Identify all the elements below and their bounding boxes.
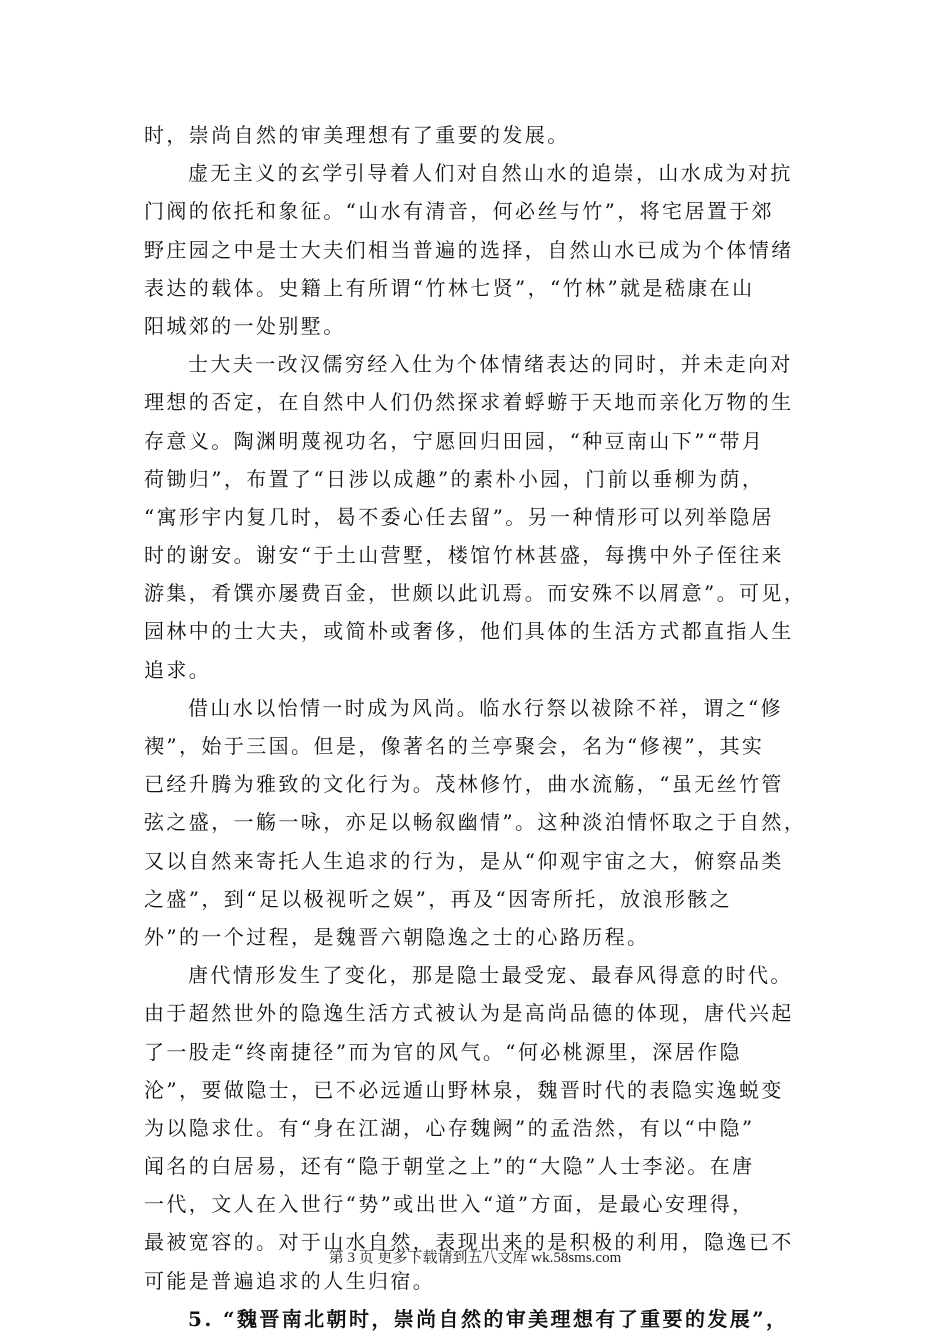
text-line: 理想的否定，在自然中人们仍然探求着蜉蝣于天地而亲化万物的生	[144, 390, 794, 415]
paragraph	[144, 345, 820, 689]
paragraph	[144, 116, 820, 154]
text-line: 禊”，始于三国。但是，像著名的兰亭聚会，名为“修禊”，其实	[144, 734, 765, 758]
text-line: 借山水以怡情一时成为风尚。临水行祭以祓除不祥，谓之“修	[188, 695, 784, 720]
text-line: 游集，肴馔亦屡费百金，世颇以此讥焉。而安殊不以屑意”。可见，	[144, 581, 807, 606]
article-body	[144, 116, 820, 1338]
text-line: 已经升腾为雅致的文化行为。茂林修竹，曲水流觞，“虽无丝竹管	[144, 772, 784, 797]
text-line: 闻名的白居易，还有“隐于朝堂之上”的“大隐”人士李泌。在唐	[144, 1154, 755, 1179]
text-line: 为以隐求仕。有“身在江湖，心存魏阙”的孟浩然，有以“中隐”	[144, 1115, 755, 1140]
text-line: 弦之盛，一觞一咏，亦足以畅叙幽情”。这种淡泊情怀取之于自然，	[144, 810, 807, 835]
text-line: 又以自然来寄托人生追求的行为，是从“仰观宇宙之大，俯察品类	[144, 848, 784, 873]
text-line: 最被宽容的。对于山水自然，表现出来的是积极的利用，隐逸已不	[144, 1230, 794, 1255]
text-line: 阳城郊的一处别墅。	[144, 313, 346, 338]
text-line: 追求。	[144, 657, 212, 682]
text-line: 了一股走“终南捷径”而为官的风气。“何必桃源里，深居作隐	[144, 1039, 742, 1064]
text-line: 虚无主义的玄学引导着人们对自然山水的追崇，山水成为对抗	[188, 161, 793, 186]
text-line: 由于超然世外的隐逸生活方式被认为是高尚品德的体现，唐代兴起	[144, 1001, 794, 1026]
text-line: 沦”，要做隐士，已不必远遁山野林泉，魏晋时代的表隐实逸蜕变	[144, 1077, 784, 1102]
paragraph	[144, 154, 820, 345]
text-line: 表达的载体。史籍上有所谓“竹林七贤”，“竹林”就是嵇康在山	[144, 275, 755, 300]
text-line: 荷锄归”，布置了“日涉以成趣”的素朴小园，门前以垂柳为荫，	[144, 466, 765, 491]
text-line: 时，崇尚自然的审美理想有了重要的发展。	[144, 123, 570, 147]
text-line: 外”的一个过程，是魏晋六朝隐逸之士的心路历程。	[144, 924, 650, 949]
paragraph	[144, 689, 820, 956]
text-line: 可能是普遍追求的人生归宿。	[144, 1268, 436, 1293]
text-line: 时的谢安。谢安“于土山营墅，楼馆竹林甚盛，每携中外子侄往来	[144, 543, 784, 568]
text-line: “寓形宇内复几时，曷不委心任去留”。另一种情形可以列举隐居	[144, 504, 775, 529]
question-5: 5. “魏晋南北朝时，崇尚自然的审美理想有了重要的发展”，	[188, 1306, 789, 1331]
text-line: 士大夫一改汉儒穷经入仕为个体情绪表达的同时，并未走向对	[188, 352, 793, 377]
page-footer: 第 3 页 更多下载请到五八文库 wk.58sms.com	[328, 1250, 622, 1266]
text-line: 园林中的士大夫，或简朴或奢侈，他们具体的生活方式都直指人生	[144, 619, 794, 644]
text-line: 存意义。陶渊明蔑视功名，宁愿回归田园，“种豆南山下”“带月	[144, 428, 765, 453]
text-line: 野庄园之中是士大夫们相当普遍的选择，自然山水已成为个体情绪	[144, 237, 794, 262]
text-line: 唐代情形发生了变化，那是隐士最受宠、最春风得意的时代。	[188, 963, 793, 988]
text-line: 之盛”，到“足以极视听之娱”，再及“因寄所托，放浪形骸之	[144, 886, 733, 911]
text-line: 一代，文人在入世行“势”或出世入“道”方面，是最心安理得，	[144, 1192, 755, 1217]
text-line: 门阀的依托和象征。“山水有清音，何必丝与竹”，将宅居置于郊	[144, 199, 775, 224]
